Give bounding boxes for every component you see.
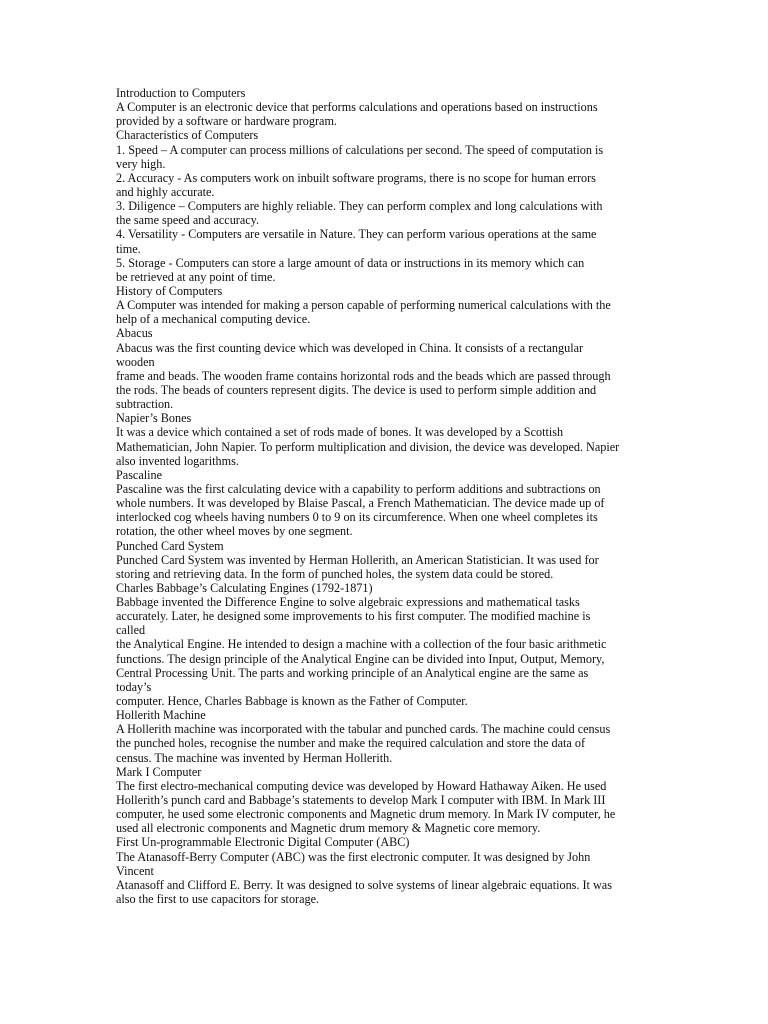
text-line: A Computer is an electronic device that performs calculations and operations based on instructions xyxy=(116,100,598,115)
text-line: used all electronic components and Magnetic drum memory & Magnetic core memory. xyxy=(116,821,541,836)
text-line: very high. xyxy=(116,156,166,171)
text-line: computer, he used some electronic components and Magnetic drum memory. In Mark IV computer, he xyxy=(116,807,616,822)
text-line: Hollerith Machine xyxy=(116,708,206,723)
text-line: Vincent xyxy=(116,863,154,878)
text-line: provided by a software or hardware program. xyxy=(116,114,337,129)
text-line: Introduction to Computers xyxy=(116,86,246,100)
text-line: Characteristics of Computers xyxy=(116,128,259,143)
text-line: Abacus xyxy=(116,326,153,341)
text-line: The Atanasoff-Berry Computer (ABC) was the first electronic computer. It was designed by John xyxy=(116,849,591,864)
text-line: Napier’s Bones xyxy=(116,411,192,426)
text-line: help of a mechanical computing device. xyxy=(116,312,311,327)
text-line: 2. Accuracy - As computers work on inbuilt software programs, there is no scope for human errors xyxy=(116,170,596,185)
text-line: frame and beads. The wooden frame contains horizontal rods and the beads which are passed through xyxy=(116,368,611,383)
text-line: Mark I Computer xyxy=(116,764,202,779)
text-line: census. The machine was invented by Herman Hollerith. xyxy=(116,750,393,765)
text-line: rotation, the other wheel moves by one segment. xyxy=(116,524,353,539)
text-line: First Un-programmable Electronic Digital Computer (ABC) xyxy=(116,835,410,850)
text-line: Central Processing Unit. The parts and working principle of an Analytical engine are the same as xyxy=(116,665,589,680)
text-line: wooden xyxy=(116,354,155,369)
text-line: A Computer was intended for making a person capable of performing numerical calculations with the xyxy=(116,298,611,313)
text-line: time. xyxy=(116,241,141,256)
text-line: be retrieved at any point of time. xyxy=(116,269,276,284)
text-line: subtraction. xyxy=(116,397,174,412)
text-line: Pascaline xyxy=(116,467,163,482)
text-line: computer. Hence, Charles Babbage is known as the Father of Computer. xyxy=(116,694,468,709)
text-line: Babbage invented the Difference Engine to solve algebraic expressions and mathematical tasks xyxy=(116,595,580,610)
text-line: the rods. The beads of counters represent digits. The device is used to perform simple addition and xyxy=(116,382,597,397)
text-line: 3. Diligence – Computers are highly reliable. They can perform complex and long calculations with xyxy=(116,199,603,214)
text-line: Punched Card System xyxy=(116,538,224,553)
text-line: Punched Card System was invented by Herman Hollerith, an American Statistician. It was used for xyxy=(116,552,599,567)
text-line: today’s xyxy=(116,679,152,694)
text-line: Charles Babbage’s Calculating Engines (1792-1871) xyxy=(116,580,373,595)
text-line: the same speed and accuracy. xyxy=(116,213,260,228)
text-line: whole numbers. It was developed by Blaise Pascal, a French Mathematician. The device made up of xyxy=(116,496,605,511)
text-line: also invented logarithms. xyxy=(116,453,239,468)
text-line: storing and retrieving data. In the form of punched holes, the system data could be stored. xyxy=(116,566,554,581)
text-line: and highly accurate. xyxy=(116,184,215,199)
text-line: Abacus was the first counting device which was developed in China. It consists of a rectangular xyxy=(116,340,584,355)
text-line: Pascaline was the first calculating device with a capability to perform additions and subtractions on xyxy=(116,481,601,496)
text-line: It was a device which contained a set of rods made of bones. It was developed by a Scottish xyxy=(116,425,564,440)
text-line: the Analytical Engine. He intended to design a machine with a collection of the four basic arithmetic xyxy=(116,637,607,652)
text-line: 1. Speed – A computer can process millions of calculations per second. The speed of computation is xyxy=(116,142,604,157)
text-line: The first electro-mechanical computing device was developed by Howard Hathaway Aiken. He used xyxy=(116,778,607,793)
text-line: 4. Versatility - Computers are versatile in Nature. They can perform various operations at the same xyxy=(116,227,597,242)
text-line: History of Computers xyxy=(116,283,223,298)
document-page xyxy=(116,86,656,906)
text-line: also the first to use capacitors for storage. xyxy=(116,892,320,907)
text-line: the punched holes, recognise the number and make the required calculation and store the data of xyxy=(116,736,586,751)
text-line: accurately. Later, he designed some improvements to his first computer. The modified machine is xyxy=(116,609,591,624)
text-line: Hollerith’s punch card and Babbage’s statements to develop Mark I computer with IBM. In Mark III xyxy=(116,793,606,808)
text-line: functions. The design principle of the Analytical Engine can be divided into Input, Output, Memory, xyxy=(116,651,605,666)
text-line: A Hollerith machine was incorporated with the tabular and punched cards. The machine could census xyxy=(116,722,611,737)
text-line: Atanasoff and Clifford E. Berry. It was designed to solve systems of linear algebraic equations. It was xyxy=(116,877,612,892)
text-line: 5. Storage - Computers can store a large amount of data or instructions in its memory which can xyxy=(116,255,585,270)
text-line: called xyxy=(116,623,146,638)
text-line: Mathematician, John Napier. To perform multiplication and division, the device was developed. Napier xyxy=(116,439,620,454)
text-line: interlocked cog wheels having numbers 0 to 9 on its circumference. When one wheel completes its xyxy=(116,510,598,525)
